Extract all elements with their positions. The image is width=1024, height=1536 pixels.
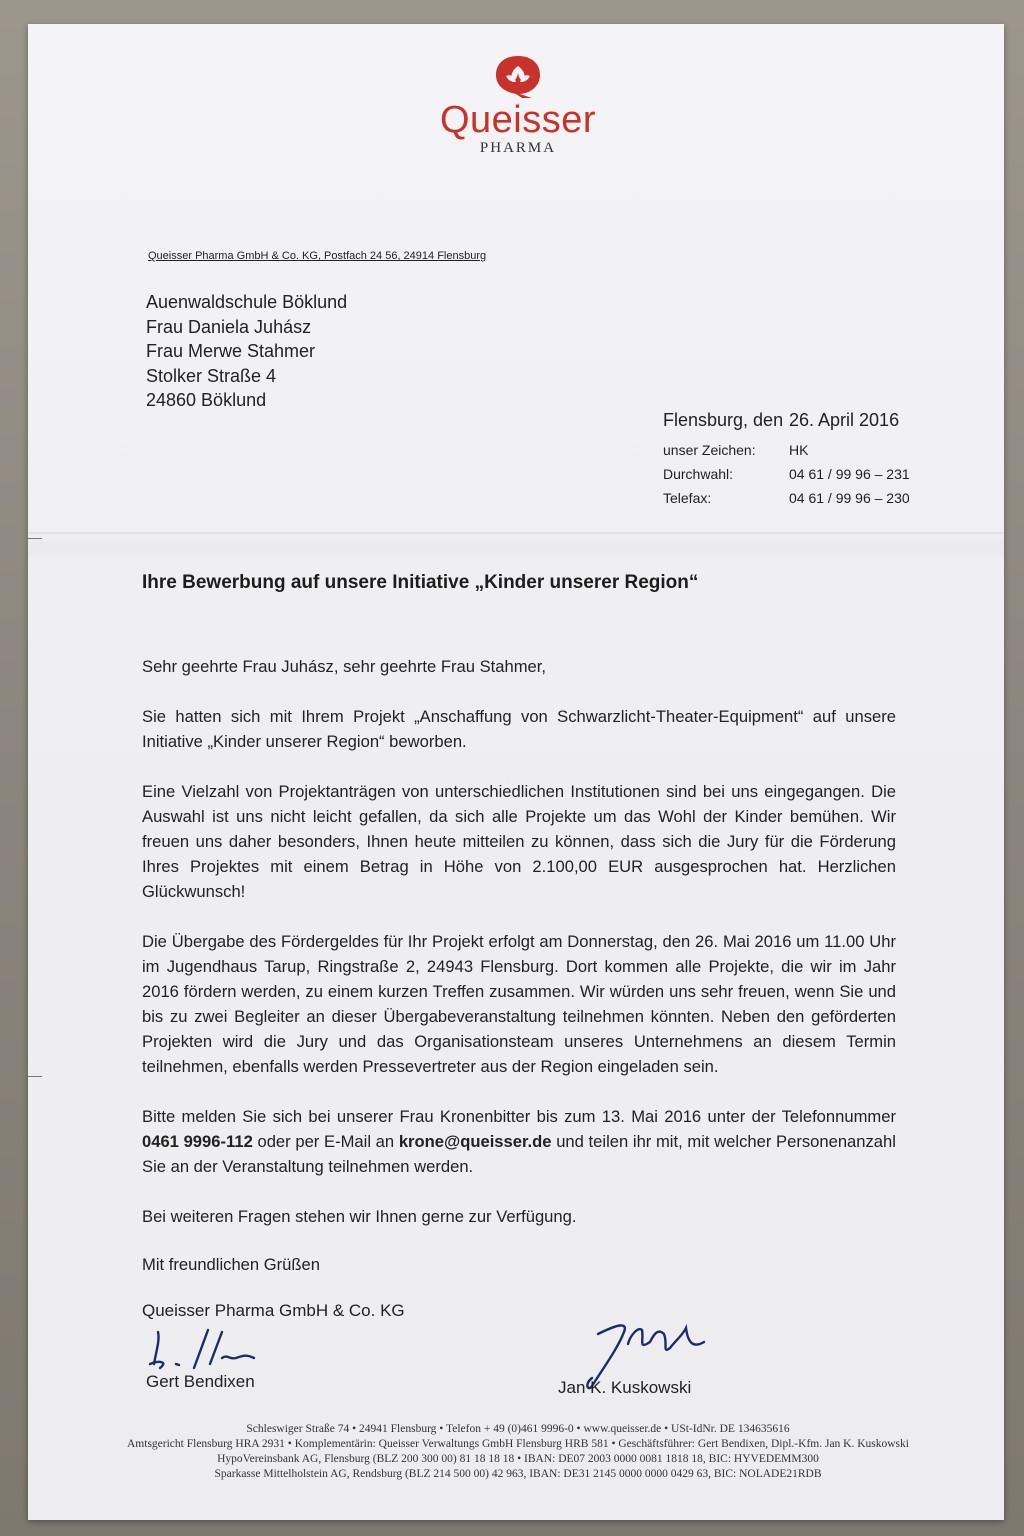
paragraph-4-text: oder per E-Mail an	[257, 1132, 395, 1151]
recipient-address	[146, 290, 347, 413]
fax-label: Telefax:	[663, 490, 712, 506]
paragraph-5: Bei weiteren Fragen stehen wir Ihnen gerne zur Verfügung.	[142, 1207, 577, 1226]
brand-name: Queisser	[439, 99, 597, 141]
direct-dial-value: 04 61 / 99 96 – 231	[789, 466, 910, 482]
signatory-right-name: Jan K. Kuskowski	[558, 1378, 692, 1397]
closing: Mit freundlichen Grüßen	[142, 1255, 321, 1274]
reference-label: unser Zeichen:	[663, 442, 756, 458]
paragraph-3: Die Übergabe des Fördergeldes für Ihr Projekt erfolgt am Donnerstag, den 26. Mai 2016 um 11.00 Uhr im Jugendhaus Tarup, Ringstraße 2, 24943 Flensburg. Dort kommen alle Projekte, die wir im Jahr 2016 fördern werden, zu einem kurzen Treffen zusammen. Wir würden uns sehr freuen, wenn Sie und bis zu zwei Begleiter an dieser Übergabeveranstaltung teilnehmen könnten. Neben den geförderten Projekten wird die Jury und das Organisationsteam unseres Unternehmens an diesem Termin teilnehmen, ebenfalls werden Pressevertreter aus der Region eingeladen sein.	[142, 932, 896, 1076]
recipient-line: Frau Daniela Juhász	[146, 316, 312, 337]
recipient-line: Stolker Straße 4	[146, 365, 277, 386]
paragraph-1: Sie hatten sich mit Ihrem Projekt „Anschaffung von Schwarzlicht-Theater-Equipment“ auf unsere Initiative „Kinder unserer Region“ beworben.	[142, 707, 896, 751]
recipient-line: Auenwaldschule Böklund	[146, 292, 348, 312]
signatory-left-name: Gert Bendixen	[146, 1372, 255, 1391]
fax-value: 04 61 / 99 96 – 230	[789, 490, 910, 506]
contact-phone: 0461 9996-112	[142, 1132, 253, 1151]
direct-dial-label: Durchwahl:	[663, 466, 734, 482]
brand-subtitle: PHARMA	[479, 140, 557, 156]
salutation: Sehr geehrte Frau Juhász, sehr geehrte Frau Stahmer,	[142, 657, 546, 676]
recipient-line: 24860 Böklund	[146, 390, 267, 410]
leaf-q-icon	[492, 52, 544, 98]
contact-email: krone@queisser.de	[398, 1132, 552, 1151]
footer-line: Schleswiger Straße 74 • 24941 Flensburg • Telefon + 49 (0)461 9996-0 • www.queisser.de • USt-IdNr. DE 134635616	[246, 1423, 790, 1435]
footer-line: Sparkasse Mittelholstein AG, Rendsburg (BLZ 214 500 00) 42 963, IBAN: DE31 2145 0000 0000 0429 63, BIC: NOLADE21RDB	[214, 1468, 822, 1480]
footer-line: Amtsgericht Flensburg HRA 2931 • Komplementärin: Queisser Verwaltungs GmbH Flensburg HRB 581 • Geschäftsführer: Gert Bendixen, Dipl.-Kfm. Jan K. Kuskowski	[127, 1438, 909, 1450]
footer-line: HypoVereinsbank AG, Flensburg (BLZ 200 300 00) 81 18 18 18 • IBAN: DE07 2003 0000 0081 1818 18, BIC: HYVEDEMM300	[217, 1453, 819, 1465]
sender-company: Queisser Pharma GmbH & Co. KG	[142, 1301, 405, 1320]
fold-mark	[28, 538, 42, 539]
paragraph-4-text: und teilen ihr mit, mit welcher Personenanzahl Sie an der Veranstaltung teilnehmen werden.	[142, 1132, 896, 1176]
reference-value: HK	[789, 442, 809, 458]
fold-line	[28, 532, 1004, 534]
letter-page	[28, 24, 1004, 1520]
signature-left	[146, 1324, 286, 1374]
recipient-line: Frau Merwe Stahmer	[146, 341, 316, 361]
letter-date: 26. April 2016	[789, 410, 900, 430]
letter-footer	[58, 1422, 978, 1482]
paragraph-4-text: Bitte melden Sie sich bei unserer Frau Kronenbitter bis zum 13. Mai 2016 unter der Telefonnummer	[142, 1107, 896, 1126]
letter-subject: Ihre Bewerbung auf unsere Initiative „Kinder unserer Region“	[142, 572, 699, 593]
company-logo	[408, 52, 628, 156]
place-label: Flensburg, den	[663, 410, 784, 430]
return-address: Queisser Pharma GmbH & Co. KG, Postfach 24 56, 24914 Flensburg	[148, 250, 487, 262]
paragraph-2: Eine Vielzahl von Projektanträgen von unterschiedlichen Institutionen sind bei uns eingegangen. Die Auswahl ist uns nicht leicht gefallen, da sich alle Projekte um das Wohl der Kinder bemühen. Wir freuen uns daher besonders, Ihnen heute mitteilen zu können, dass sich die Jury für die Förderung Ihres Projektes mit einem Betrag in Höhe von 2.100,00 EUR ausgesprochen hat. Herzlichen Glückwunsch!	[142, 782, 896, 901]
paragraph-4	[142, 1104, 896, 1179]
punch-mark	[28, 1076, 42, 1077]
